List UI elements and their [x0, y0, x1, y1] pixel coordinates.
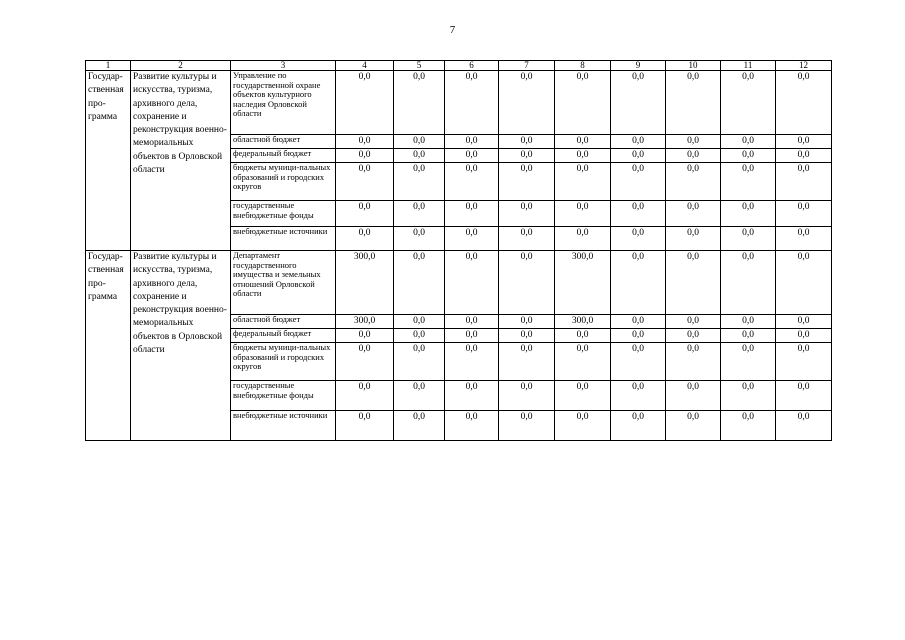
funding-source-cell: Департамент государственного имущества и земельных отношений Орловской области: [231, 251, 336, 315]
value-cell: 0,0: [499, 343, 555, 381]
column-header: 2: [131, 61, 231, 71]
value-cell: 0,0: [666, 135, 721, 149]
value-cell: 0,0: [776, 227, 832, 251]
column-header: 9: [611, 61, 666, 71]
funding-source-cell: бюджеты муници-пальных образований и городских округов: [231, 163, 336, 201]
value-cell: 0,0: [611, 135, 666, 149]
value-cell: 0,0: [611, 411, 666, 441]
value-cell: 0,0: [776, 201, 832, 227]
value-cell: 0,0: [611, 201, 666, 227]
value-cell: 0,0: [721, 227, 776, 251]
value-cell: 0,0: [394, 201, 445, 227]
column-header: 4: [336, 61, 394, 71]
value-cell: 0,0: [499, 71, 555, 135]
value-cell: 0,0: [336, 201, 394, 227]
value-cell: 0,0: [394, 411, 445, 441]
column-header: 1: [86, 61, 131, 71]
value-cell: 0,0: [336, 71, 394, 135]
value-cell: 0,0: [611, 315, 666, 329]
value-cell: 0,0: [666, 227, 721, 251]
value-cell: 0,0: [721, 343, 776, 381]
value-cell: 0,0: [445, 163, 499, 201]
value-cell: 300,0: [336, 251, 394, 315]
value-cell: 0,0: [611, 227, 666, 251]
value-cell: 0,0: [445, 343, 499, 381]
value-cell: 0,0: [721, 163, 776, 201]
value-cell: 0,0: [721, 201, 776, 227]
value-cell: 0,0: [555, 201, 611, 227]
value-cell: 0,0: [336, 163, 394, 201]
value-cell: 0,0: [611, 381, 666, 411]
value-cell: 0,0: [394, 227, 445, 251]
value-cell: 0,0: [666, 251, 721, 315]
value-cell: 0,0: [499, 149, 555, 163]
budget-table: [85, 60, 832, 441]
value-cell: 0,0: [555, 71, 611, 135]
value-cell: 0,0: [776, 411, 832, 441]
value-cell: 0,0: [394, 163, 445, 201]
value-cell: 0,0: [776, 135, 832, 149]
value-cell: 0,0: [336, 135, 394, 149]
value-cell: 0,0: [776, 343, 832, 381]
value-cell: 0,0: [666, 71, 721, 135]
value-cell: 0,0: [776, 71, 832, 135]
value-cell: 0,0: [666, 411, 721, 441]
value-cell: 0,0: [336, 227, 394, 251]
program-name-cell: Развитие культуры и искусства, туризма, архивного дела, сохранение и реконструкция военно-мемориальных объектов в Орловской области: [131, 71, 231, 251]
value-cell: 0,0: [721, 135, 776, 149]
value-cell: 0,0: [394, 381, 445, 411]
value-cell: 0,0: [555, 163, 611, 201]
value-cell: 0,0: [666, 201, 721, 227]
value-cell: 0,0: [499, 201, 555, 227]
value-cell: 0,0: [776, 329, 832, 343]
table-body: [86, 71, 832, 441]
value-cell: 0,0: [776, 149, 832, 163]
column-header: 8: [555, 61, 611, 71]
column-header: 12: [776, 61, 832, 71]
value-cell: 0,0: [721, 251, 776, 315]
value-cell: 0,0: [555, 135, 611, 149]
value-cell: 0,0: [666, 343, 721, 381]
value-cell: 0,0: [721, 315, 776, 329]
value-cell: 0,0: [445, 227, 499, 251]
value-cell: 0,0: [336, 411, 394, 441]
funding-source-cell: бюджеты муници-пальных образований и городских округов: [231, 343, 336, 381]
funding-source-cell: федеральный бюджет: [231, 329, 336, 343]
value-cell: 0,0: [499, 163, 555, 201]
value-cell: 0,0: [394, 135, 445, 149]
value-cell: 0,0: [611, 149, 666, 163]
value-cell: 0,0: [721, 149, 776, 163]
value-cell: 0,0: [499, 411, 555, 441]
funding-source-cell: Управление по государственной охране объектов культурного наследия Орловской области: [231, 71, 336, 135]
value-cell: 0,0: [666, 149, 721, 163]
funding-source-cell: внебюджетные источники: [231, 411, 336, 441]
value-cell: 0,0: [555, 329, 611, 343]
value-cell: 0,0: [499, 251, 555, 315]
value-cell: 0,0: [776, 315, 832, 329]
value-cell: 0,0: [445, 149, 499, 163]
value-cell: 0,0: [336, 343, 394, 381]
value-cell: 300,0: [555, 315, 611, 329]
funding-source-cell: государственные внебюджетные фонды: [231, 381, 336, 411]
value-cell: 0,0: [336, 149, 394, 163]
value-cell: 0,0: [555, 381, 611, 411]
value-cell: 0,0: [499, 381, 555, 411]
value-cell: 0,0: [445, 411, 499, 441]
column-header: 7: [499, 61, 555, 71]
funding-source-cell: федеральный бюджет: [231, 149, 336, 163]
value-cell: 0,0: [555, 343, 611, 381]
value-cell: 0,0: [611, 343, 666, 381]
value-cell: 0,0: [611, 71, 666, 135]
value-cell: 0,0: [666, 315, 721, 329]
value-cell: 0,0: [499, 315, 555, 329]
value-cell: 0,0: [555, 227, 611, 251]
value-cell: 300,0: [336, 315, 394, 329]
column-header: 11: [721, 61, 776, 71]
value-cell: 0,0: [721, 381, 776, 411]
value-cell: 0,0: [776, 163, 832, 201]
value-cell: 0,0: [336, 329, 394, 343]
table-row: [86, 71, 832, 135]
value-cell: 0,0: [721, 411, 776, 441]
value-cell: 0,0: [666, 163, 721, 201]
value-cell: 0,0: [555, 149, 611, 163]
value-cell: 0,0: [336, 381, 394, 411]
column-header: 5: [394, 61, 445, 71]
value-cell: 0,0: [666, 381, 721, 411]
column-header: 10: [666, 61, 721, 71]
value-cell: 0,0: [394, 149, 445, 163]
value-cell: 0,0: [445, 251, 499, 315]
value-cell: 0,0: [394, 315, 445, 329]
value-cell: 0,0: [394, 343, 445, 381]
value-cell: 0,0: [445, 71, 499, 135]
value-cell: 0,0: [394, 251, 445, 315]
funding-source-cell: областной бюджет: [231, 135, 336, 149]
table-row: [86, 251, 832, 315]
value-cell: 0,0: [776, 251, 832, 315]
value-cell: 0,0: [445, 201, 499, 227]
value-cell: 0,0: [666, 329, 721, 343]
funding-source-cell: государственные внебюджетные фонды: [231, 201, 336, 227]
value-cell: 0,0: [555, 411, 611, 441]
program-type-cell: Государ-ственная про-грамма: [86, 71, 131, 251]
value-cell: 0,0: [499, 135, 555, 149]
value-cell: 0,0: [499, 227, 555, 251]
value-cell: 0,0: [499, 329, 555, 343]
page-number: 7: [449, 24, 456, 36]
value-cell: 0,0: [394, 71, 445, 135]
column-header: 3: [231, 61, 336, 71]
column-header: 6: [445, 61, 499, 71]
value-cell: 0,0: [445, 315, 499, 329]
header-row: [86, 61, 832, 71]
value-cell: 0,0: [394, 329, 445, 343]
value-cell: 0,0: [776, 381, 832, 411]
value-cell: 0,0: [611, 251, 666, 315]
value-cell: 0,0: [445, 381, 499, 411]
value-cell: 0,0: [721, 71, 776, 135]
funding-source-cell: областной бюджет: [231, 315, 336, 329]
value-cell: 0,0: [611, 329, 666, 343]
value-cell: 0,0: [445, 329, 499, 343]
value-cell: 0,0: [611, 163, 666, 201]
program-name-cell: Развитие культуры и искусства, туризма, архивного дела, сохранение и реконструкция военно-мемориальных объектов в Орловской области: [131, 251, 231, 441]
value-cell: 300,0: [555, 251, 611, 315]
value-cell: 0,0: [445, 135, 499, 149]
value-cell: 0,0: [721, 329, 776, 343]
program-type-cell: Государ-ственная про-грамма: [86, 251, 131, 441]
funding-source-cell: внебюджетные источники: [231, 227, 336, 251]
